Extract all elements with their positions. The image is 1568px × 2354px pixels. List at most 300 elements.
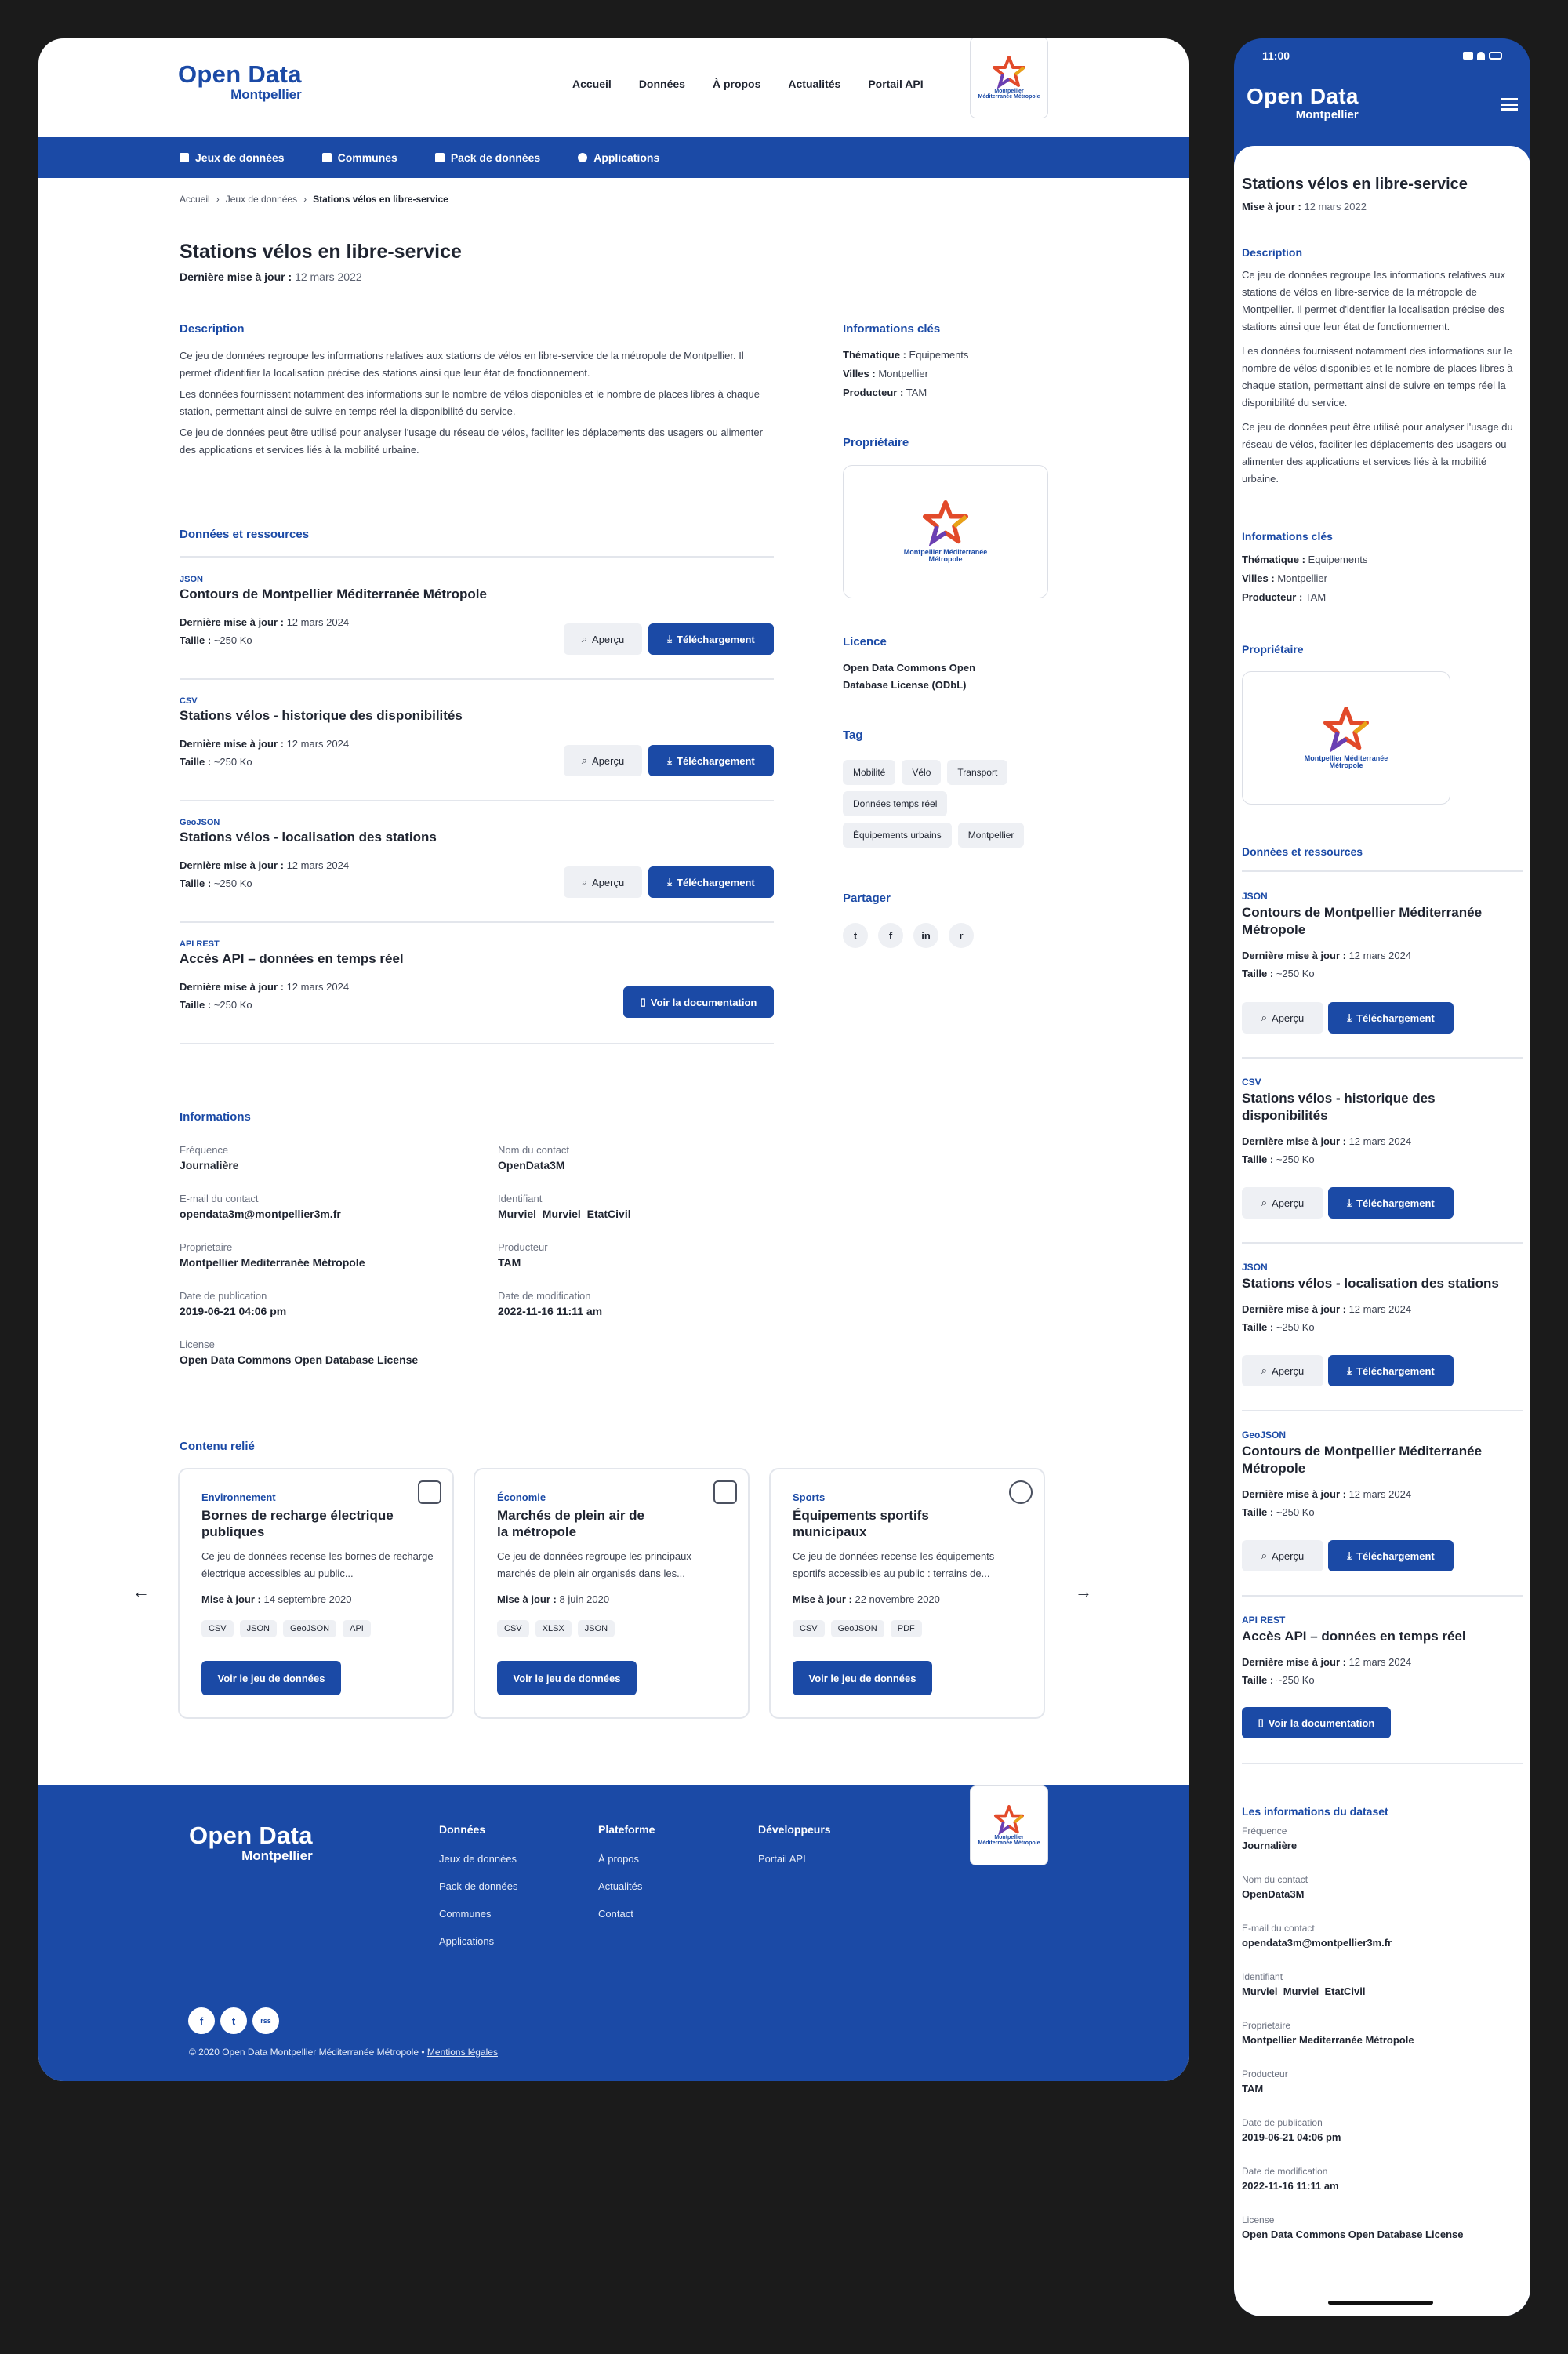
footer-heading: Données [439, 1823, 486, 1836]
status-icons [1463, 52, 1502, 60]
format-badge: XLSX [535, 1620, 572, 1637]
related-card[interactable] [769, 1468, 1045, 1719]
info-value: 2019-06-21 04:06 pm [180, 1305, 287, 1317]
key-label: Villes : [843, 368, 876, 380]
updated-value: 12 mars 2022 [295, 271, 362, 283]
info-label: Date de publication [180, 1290, 267, 1302]
wifi-icon [1477, 52, 1486, 60]
meta-value: 12 mars 2024 [286, 981, 350, 993]
divider [180, 1043, 774, 1044]
nav-actualites[interactable]: Actualités [788, 78, 841, 90]
related-card[interactable] [474, 1468, 750, 1719]
chevron-right-icon: › [303, 194, 307, 205]
format-badge: CSV [201, 1620, 234, 1637]
button-label: Aperçu [1272, 1364, 1305, 1377]
resource-name: Contours de Montpellier Méditerranée Métropole [1242, 1444, 1483, 1476]
mobile-frame [1234, 38, 1530, 2316]
button-label: Voir la documentation [650, 996, 757, 1008]
mobile-content [1234, 146, 1530, 2316]
resource-format: GeoJSON [1242, 1429, 1287, 1440]
star-logo-icon [921, 500, 970, 546]
info-value: Journalière [180, 1159, 239, 1172]
info-item [498, 1193, 631, 1220]
key-info-title: Informations clés [1242, 530, 1333, 543]
main-nav [572, 78, 924, 90]
resource-item [1242, 1262, 1523, 1377]
meta-value: 8 juin 2020 [559, 1593, 610, 1605]
search-icon: ⌕ [1261, 1012, 1268, 1023]
status-time: 11:00 [1262, 49, 1290, 62]
resource-item [180, 939, 774, 1014]
partner-logo[interactable] [970, 38, 1048, 118]
logo-subtext: Montpellier [1295, 108, 1359, 122]
breadcrumb-jeux[interactable]: Jeux de données [225, 194, 298, 205]
subnav-label: Applications [593, 151, 660, 164]
info-item [1242, 1971, 1463, 2020]
document-icon [180, 153, 189, 162]
meta-label: Dernière mise à jour : [180, 738, 284, 750]
info-item [1242, 1874, 1463, 1923]
meta-label: Dernière mise à jour : [1242, 1656, 1346, 1668]
resource-item [1242, 891, 1523, 1024]
resource-name: Stations vélos - localisation des stations [180, 830, 437, 845]
info-item [1242, 2166, 1463, 2214]
info-item [498, 1241, 548, 1269]
meta-label: Dernière mise à jour : [1242, 1303, 1346, 1315]
owner-title: Propriétaire [1242, 643, 1304, 656]
nav-accueil[interactable]: Accueil [572, 78, 612, 90]
format-badge: GeoJSON [831, 1620, 884, 1637]
preview-button[interactable] [1242, 1002, 1323, 1034]
info-item [1242, 2069, 1463, 2117]
resource-format: API REST [180, 939, 220, 949]
key-value: Equipements [909, 349, 969, 361]
button-label: Téléchargement [1356, 1364, 1435, 1377]
search-icon: ⌕ [1261, 1364, 1268, 1376]
resource-item [180, 818, 774, 892]
card-description: Ce jeu de données regroupe les principaux marchés de plein air organisés dans les... [497, 1550, 691, 1579]
document-icon: ▯ [640, 996, 646, 1008]
info-title: Informations [180, 1110, 251, 1124]
tag[interactable]: Équipements urbains [843, 823, 952, 848]
info-item [498, 1144, 569, 1172]
divider [1242, 1763, 1523, 1764]
footer-link[interactable]: À propos [598, 1853, 640, 1865]
facebook-icon[interactable]: f [188, 2007, 215, 2034]
updated-line [1242, 201, 1367, 213]
card-formats [793, 1620, 922, 1637]
meta-label: Dernière mise à jour : [180, 616, 284, 628]
meta-label: Taille : [180, 999, 212, 1011]
info-item [1242, 2020, 1463, 2069]
page-title: Stations vélos en libre-service [180, 241, 462, 263]
meta-value: 12 mars 2024 [1348, 950, 1412, 961]
view-dataset-button[interactable]: Voir le jeu de données [201, 1661, 341, 1695]
logo-text: Open Data [189, 1822, 313, 1849]
documentation-button[interactable] [623, 986, 774, 1018]
subnav-label: Communes [337, 151, 397, 164]
info-item [1242, 1923, 1463, 1971]
info-value: Murviel_Murviel_EtatCivil [1242, 1985, 1366, 1997]
legal-link[interactable]: Mentions légales [426, 2047, 498, 2058]
download-button[interactable] [1328, 1002, 1454, 1034]
description-paragraph: Ce jeu de données regroupe les informations relatives aux stations de vélos en libre-service de la métropole de Montpellier. Il permet d'identifier la localisation précise des stations ainsi que leur état de fonctionnement. [1242, 269, 1506, 332]
download-icon: ⤓ [1347, 1012, 1352, 1023]
format-badge: CSV [793, 1620, 825, 1637]
search-icon: ⌕ [581, 876, 588, 888]
format-badge: CSV [497, 1620, 529, 1637]
download-icon: ⤓ [667, 876, 673, 888]
divider [1242, 1242, 1523, 1244]
key-label: Thématique : [843, 349, 906, 361]
download-icon: ⤓ [667, 754, 673, 766]
description-paragraph: Les données fournissent notamment des informations sur le nombre de vélos disponibles et le nombre de places libres à chaque station, permettant ainsi de suivre en temps réel la disponibilité du service. [180, 388, 760, 417]
license-value: Open Data Commons Open Database License (ODbL) [843, 662, 976, 691]
divider [1242, 870, 1523, 872]
meta-value: ~250 Ko [1276, 968, 1315, 979]
download-button[interactable] [1328, 1355, 1454, 1386]
format-badge: GeoJSON [283, 1620, 336, 1637]
info-label: Nom du contact [1242, 1874, 1308, 1885]
footer-col-plateforme [598, 1823, 655, 1935]
info-value: Murviel_Murviel_EtatCivil [498, 1208, 631, 1220]
info-item [1242, 1825, 1463, 1874]
info-title: Les informations du dataset [1242, 1805, 1388, 1818]
resource-item [1242, 1077, 1523, 1209]
sports-ball-icon [1009, 1480, 1033, 1504]
resource-format: JSON [1242, 1262, 1268, 1273]
footer-link[interactable]: Pack de données [439, 1880, 518, 1892]
chart-icon [713, 1480, 737, 1504]
owner-logo[interactable] [1242, 671, 1450, 805]
info-label: Nom du contact [498, 1144, 570, 1156]
meta-label: Dernière mise à jour : [180, 859, 284, 871]
resource-item [1242, 1615, 1523, 1729]
document-icon: ▯ [1258, 1716, 1264, 1728]
download-icon: ⤓ [1347, 1197, 1352, 1208]
reddit-share-icon[interactable]: r [949, 923, 974, 948]
format-badge: PDF [891, 1620, 922, 1637]
preview-button[interactable] [1242, 1540, 1323, 1571]
copyright [189, 2047, 498, 2058]
mobile-logo[interactable] [1247, 85, 1359, 121]
resource-name: Stations vélos - localisation des stations [1242, 1276, 1499, 1291]
info-label: License [1242, 2214, 1275, 2225]
download-button[interactable] [648, 745, 774, 776]
info-label: Proprietaire [1242, 2020, 1291, 2031]
key-label: Villes : [1242, 572, 1275, 584]
meta-label: Taille : [180, 756, 212, 768]
button-label: Aperçu [1272, 1197, 1305, 1209]
meta-value: ~250 Ko [1276, 1321, 1315, 1333]
meta-value: 12 mars 2024 [286, 738, 350, 750]
updated-label: Mise à jour : [1242, 201, 1301, 213]
meta-value: ~250 Ko [1276, 1674, 1315, 1686]
subnav-label: Jeux de données [195, 151, 285, 164]
meta-value: 12 mars 2024 [286, 616, 350, 628]
preview-button[interactable] [1242, 1355, 1323, 1386]
download-button[interactable] [648, 623, 774, 655]
facebook-share-icon[interactable]: f [878, 923, 903, 948]
info-item [180, 1144, 238, 1172]
subnav-jeux-de-donnees[interactable] [180, 151, 285, 164]
home-icon [322, 153, 332, 162]
card-category: Économie [497, 1491, 546, 1503]
footer-heading: Développeurs [758, 1823, 831, 1836]
menu-icon[interactable] [1501, 98, 1518, 111]
card-formats [201, 1620, 371, 1637]
button-label: Aperçu [1272, 1549, 1305, 1562]
star-logo-icon [992, 56, 1026, 89]
nav-donnees[interactable]: Données [638, 78, 685, 90]
logo-text: Open Data [1247, 84, 1359, 108]
nav-portail-api[interactable]: Portail API [868, 78, 924, 90]
resource-format: JSON [180, 575, 203, 584]
info-label: Producteur [1242, 2069, 1288, 2080]
button-label: Aperçu [592, 633, 625, 645]
meta-value: ~250 Ko [1276, 1506, 1315, 1518]
info-label: E-mail du contact [1242, 1923, 1315, 1934]
tag-list [843, 760, 1048, 848]
owner-title: Propriétaire [843, 436, 909, 449]
footer-heading: Plateforme [598, 1823, 655, 1836]
key-label: Thématique : [1242, 554, 1305, 565]
meta-label: Dernière mise à jour : [180, 981, 284, 993]
info-item [180, 1339, 418, 1366]
divider [180, 921, 774, 923]
info-value: 2019-06-21 04:06 pm [1242, 2131, 1341, 2143]
breadcrumb-accueil[interactable]: Accueil [180, 194, 210, 205]
resource-meta [1242, 1653, 1523, 1689]
breadcrumb [180, 194, 448, 205]
search-icon: ⌕ [581, 754, 588, 766]
meta-label: Taille : [1242, 1153, 1274, 1165]
star-logo-icon [993, 1805, 1025, 1835]
logo-text: Open Data [178, 60, 302, 88]
card-meta [497, 1593, 609, 1605]
footer-link[interactable]: Portail API [758, 1853, 806, 1865]
desktop-frame [38, 38, 1189, 2081]
description-title: Description [1242, 246, 1303, 259]
divider [180, 800, 774, 801]
signal-icon [1463, 52, 1473, 60]
info-item [498, 1290, 602, 1317]
info-value: Journalière [1242, 1840, 1298, 1851]
resource-meta [1242, 946, 1523, 983]
info-value: TAM [498, 1256, 521, 1269]
resource-name: Stations vélos - historique des disponibilités [1242, 1091, 1436, 1123]
subnav-communes[interactable] [322, 151, 397, 164]
subnav-applications[interactable] [578, 151, 659, 164]
twitter-icon[interactable]: t [220, 2007, 247, 2034]
search-icon: ⌕ [1261, 1549, 1268, 1561]
view-dataset-button[interactable]: Voir le jeu de données [497, 1661, 637, 1695]
arrow-left-icon[interactable]: ← [132, 1582, 150, 1601]
card-formats [497, 1620, 615, 1637]
info-label: Producteur [498, 1241, 548, 1253]
tag-title: Tag [843, 728, 863, 742]
related-title: Contenu relié [180, 1440, 255, 1453]
divider [180, 556, 774, 558]
preview-button[interactable] [564, 623, 642, 655]
info-item [1242, 2117, 1463, 2166]
breadcrumb-current: Stations vélos en libre-service [313, 194, 448, 205]
description-paragraph: Ce jeu de données peut être utilisé pour analyser l'usage du réseau de vélos, faciliter les déplacements des usagers ou alimenter des applications et services liés à la mobilité urbaine. [1242, 421, 1513, 485]
site-logo[interactable] [178, 62, 302, 101]
download-button[interactable] [1328, 1187, 1454, 1219]
format-badge: JSON [240, 1620, 277, 1637]
resources-title: Données et ressources [1242, 845, 1363, 858]
card-description: Ce jeu de données recense les bornes de recharge électrique accessibles au public... [201, 1550, 434, 1579]
info-label: Proprietaire [180, 1241, 233, 1253]
download-icon: ⤓ [667, 633, 673, 645]
info-list [1242, 1825, 1463, 2263]
battery-icon [1489, 52, 1502, 60]
button-label: Téléchargement [1356, 1197, 1435, 1209]
card-category: Environnement [201, 1491, 276, 1503]
footer-col-donnees [439, 1823, 517, 1963]
preview-button[interactable] [564, 745, 642, 776]
footer-logo[interactable] [189, 1823, 313, 1862]
divider [1242, 1057, 1523, 1059]
button-label: Téléchargement [677, 754, 755, 767]
info-label: Fréquence [1242, 1825, 1287, 1836]
info-value: Open Data Commons Open Database License [1242, 2229, 1464, 2240]
tag[interactable]: Mobilité [843, 760, 895, 785]
footer-link[interactable]: Jeux de données [439, 1853, 517, 1865]
info-item [180, 1290, 286, 1317]
documentation-button[interactable] [1242, 1707, 1391, 1738]
info-label: Fréquence [180, 1144, 229, 1156]
description-body [180, 347, 774, 459]
twitter-share-icon[interactable]: t [843, 923, 868, 948]
meta-label: Taille : [1242, 1674, 1274, 1686]
resource-name: Contours de Montpellier Méditerranée Métropole [180, 587, 487, 601]
chevron-right-icon: › [216, 194, 220, 205]
info-label: Date de modification [1242, 2166, 1328, 2177]
resource-format: CSV [180, 696, 198, 706]
view-dataset-button[interactable]: Voir le jeu de données [793, 1661, 932, 1695]
rss-icon[interactable]: rss [252, 2007, 279, 2034]
tag[interactable]: Transport [947, 760, 1007, 785]
info-value: 2022-11-16 11:11 am [498, 1305, 603, 1317]
button-label: Téléchargement [1356, 1549, 1435, 1562]
description-paragraph: Les données fournissent notamment des informations sur le nombre de vélos disponibles et le nombre de places libres à chaque station, permettant ainsi de suivre en temps réel la disponibilité du service. [1242, 345, 1513, 409]
info-value: Montpellier Mediterranée Métropole [1242, 2034, 1414, 2046]
format-badge: JSON [578, 1620, 615, 1637]
folder-icon [435, 153, 445, 162]
meta-label: Taille : [1242, 968, 1274, 979]
info-label: Identifiant [498, 1193, 543, 1204]
key-value: TAM [1305, 591, 1327, 603]
meta-label: Taille : [1242, 1506, 1274, 1518]
key-value: Montpellier [1277, 572, 1327, 584]
home-indicator [1328, 2301, 1433, 2305]
download-icon: ⤓ [1347, 1364, 1352, 1376]
footer-link[interactable]: Contact [598, 1908, 633, 1920]
card-title: Bornes de recharge électrique publiques [201, 1508, 394, 1539]
search-icon: ⌕ [1261, 1197, 1268, 1208]
tag[interactable]: Vélo [902, 760, 941, 785]
key-value: TAM [906, 387, 927, 398]
resource-format: GeoJSON [180, 818, 220, 827]
description-body [1242, 267, 1526, 488]
card-meta [201, 1593, 352, 1605]
partner-name: Montpellier Méditerranée Métropole [978, 1835, 1040, 1846]
meta-label: Mise à jour : [497, 1593, 557, 1605]
meta-value: ~250 Ko [213, 756, 252, 768]
search-icon: ⌕ [581, 633, 588, 645]
info-value: TAM [1242, 2083, 1264, 2094]
key-info [843, 346, 968, 402]
info-item [180, 1193, 341, 1220]
header [38, 38, 1189, 137]
tag[interactable]: Données temps réel [843, 791, 947, 816]
download-button[interactable] [648, 866, 774, 898]
footer-partner-logo[interactable] [970, 1785, 1048, 1865]
updated-value: 12 mars 2022 [1304, 201, 1367, 213]
resource-name: Stations vélos - historique des disponibilités [180, 708, 463, 723]
arrow-right-icon[interactable]: → [1075, 1582, 1092, 1601]
tag[interactable]: Montpellier [958, 823, 1025, 848]
logo-subtext: Montpellier [230, 87, 302, 102]
resources-title: Données et ressources [180, 528, 310, 541]
subnav-pack-de-donnees[interactable] [435, 151, 540, 164]
key-label: Producteur : [1242, 591, 1303, 603]
footer-link[interactable]: Actualités [598, 1880, 643, 1892]
card-category: Sports [793, 1491, 826, 1503]
download-button[interactable] [1328, 1540, 1454, 1571]
info-label: Date de publication [1242, 2117, 1323, 2128]
meta-value: 22 novembre 2020 [855, 1593, 940, 1605]
meta-label: Taille : [1242, 1321, 1274, 1333]
footer [38, 1785, 1189, 2081]
button-label: Téléchargement [677, 633, 755, 645]
nav-a-propos[interactable]: À propos [712, 78, 761, 90]
meta-value: ~250 Ko [213, 634, 252, 646]
key-value: Equipements [1308, 554, 1368, 565]
info-item [180, 1241, 365, 1269]
footer-link[interactable]: Applications [439, 1935, 495, 1947]
tree-icon [418, 1480, 441, 1504]
meta-label: Mise à jour : [201, 1593, 261, 1605]
preview-button[interactable] [564, 866, 642, 898]
info-label: E-mail du contact [180, 1193, 259, 1204]
meta-value: 12 mars 2024 [1348, 1135, 1412, 1147]
copyright-text: © 2020 Open Data Montpellier Méditerranée Métropole • [189, 2047, 425, 2058]
info-label: Date de modification [498, 1290, 591, 1302]
related-card[interactable] [178, 1468, 454, 1719]
gear-icon [578, 153, 587, 162]
info-value: opendata3m@montpellier3m.fr [1242, 1937, 1392, 1949]
card-description: Ce jeu de données recense les équipements sportifs accessibles au public : terrains de... [793, 1550, 995, 1579]
linkedin-share-icon[interactable]: in [913, 923, 938, 948]
footer-link[interactable]: Communes [439, 1908, 492, 1920]
owner-logo[interactable] [843, 465, 1048, 598]
card-title: Équipements sportifs municipaux [793, 1508, 929, 1539]
meta-value: ~250 Ko [1276, 1153, 1315, 1165]
logo-subtext: Montpellier [241, 1848, 313, 1863]
meta-value: 12 mars 2024 [286, 859, 350, 871]
share-title: Partager [843, 892, 891, 905]
preview-button[interactable] [1242, 1187, 1323, 1219]
meta-label: Dernière mise à jour : [1242, 950, 1346, 961]
key-value: Montpellier [878, 368, 928, 380]
meta-label: Taille : [180, 634, 212, 646]
resource-format: JSON [1242, 891, 1268, 902]
resource-meta [1242, 1300, 1523, 1336]
info-item [1242, 2214, 1463, 2263]
